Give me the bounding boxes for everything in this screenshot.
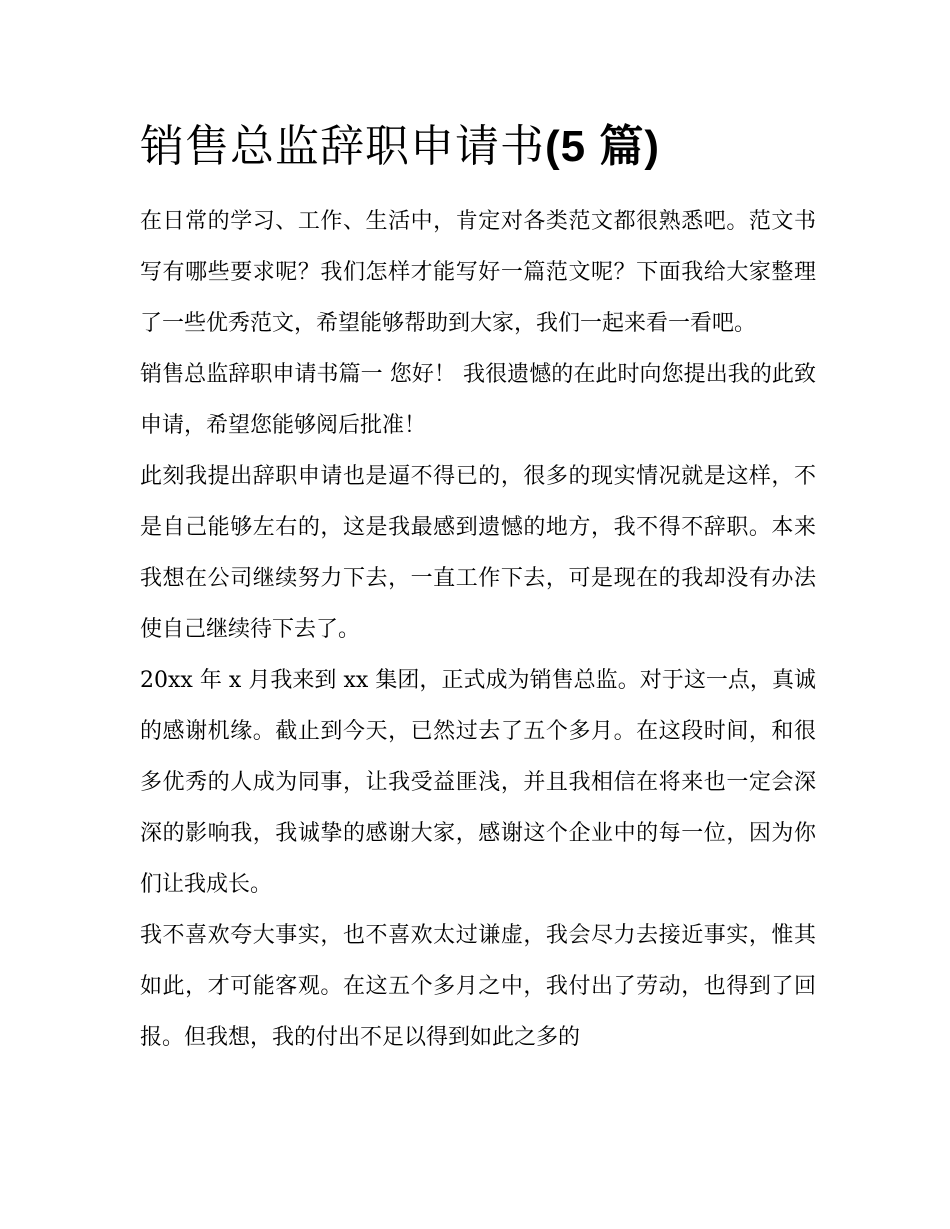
paragraph-reflection: 我不喜欢夸大事实，也不喜欢太过谦虚，我会尽力去接近事实，惟其如此，才可能客观。在这五个多月之中，我付出了劳动，也得到了回报。但我想，我的付出不足以得到如此之多的 (140, 923, 816, 1050)
paragraph-reason: 此刻我提出辞职申请也是逼不得已的，很多的现实情况就是这样，不是自己能够左右的，这是我最感到遗憾的地方，我不得不辞职。本来我想在公司继续努力下去，一直工作下去，可是现在的我却没有办法使自己继续待下去了。 (140, 464, 816, 642)
document-body (140, 112, 816, 1063)
paragraph-gratitude: 20xx 年 x 月我来到 xx 集团，正式成为销售总监。对于这一点，真诚的感谢机缘。截止到今天，已然过去了五个多月。在这段时间，和很多优秀的人成为同事，让我受益匪浅，并且我相信在将来也一定会深深的影响我，我诚挚的感谢大家，感谢这个企业中的每一位，因为你们让我成长。 (140, 668, 816, 897)
document-title-main: 销售总监辞职申请书 (140, 121, 545, 172)
document-title-suffix: (5 篇) (545, 122, 660, 171)
paragraph-intro: 在日常的学习、工作、生活中，肯定对各类范文都很熟悉吧。范文书写有哪些要求呢？我们怎样才能写好一篇范文呢？下面我给大家整理了一些优秀范文，希望能够帮助到大家，我们一起来看一看吧。 (140, 209, 816, 336)
paragraph-greeting: 销售总监辞职申请书篇一 您好！ 我很遗憾的在此时向您提出我的此致申请，希望您能够阅后批准！ (140, 362, 816, 438)
document-title (140, 112, 816, 182)
